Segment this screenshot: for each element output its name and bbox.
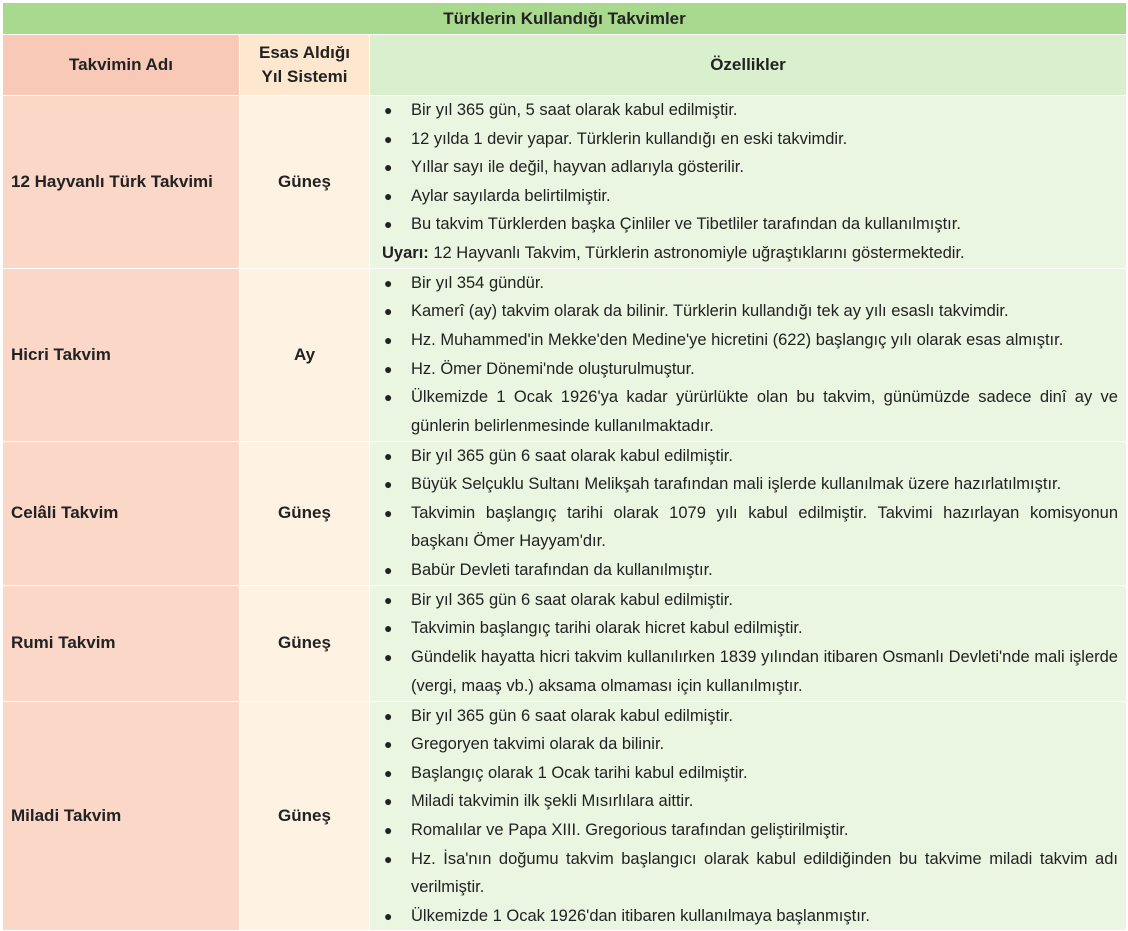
feature-item: ● Miladi takvimin ilk şekli Mısırlılara aittir.: [382, 787, 1118, 816]
feature-item: ● Bir yıl 365 gün 6 saat olarak kabul edilmiştir.: [382, 442, 1118, 471]
feature-item: ● Büyük Selçuklu Sultanı Melikşah tarafından mali işlerde kullanılmak üzere hazırlatılmıştır.: [382, 470, 1118, 499]
feature-item: ● Bir yıl 365 gün, 5 saat olarak kabul edilmiştir.: [382, 96, 1118, 125]
features-cell: [370, 585, 1127, 701]
table-row: [3, 441, 1127, 585]
header-year-system: [240, 35, 370, 96]
calendar-name: Miladi Takvim: [3, 701, 240, 931]
features-cell: [370, 701, 1127, 931]
feature-item: ● Kamerî (ay) takvim olarak da bilinir. Türklerin kullandığı tek ay yılı esaslı takvimdir.: [382, 297, 1118, 326]
header-year-system-line1: Esas Aldığı: [258, 43, 350, 62]
feature-item: ● Hz. Muhammed'in Mekke'den Medine'ye hicretini (622) başlangıç yılı olarak esas almıştır.: [382, 326, 1118, 355]
feature-item: ● Bir yıl 365 gün 6 saat olarak kabul edilmiştir.: [382, 702, 1118, 731]
header-features: Özellikler: [370, 35, 1127, 96]
features-list: [382, 586, 1118, 700]
year-system: Güneş: [240, 585, 370, 701]
calendar-name: Celâli Takvim: [3, 441, 240, 585]
year-system: Güneş: [240, 441, 370, 585]
features-cell: [370, 268, 1127, 441]
features-cell: [370, 441, 1127, 585]
warning-label: Uyarı:: [382, 243, 429, 262]
feature-item: ● Ülkemizde 1 Ocak 1926'dan itibaren kullanılmaya başlanmıştır.: [382, 902, 1118, 931]
header-year-system-line2: Yıl Sistemi: [261, 67, 348, 86]
warning-text: 12 Hayvanlı Takvim, Türklerin astronomiyle uğraştıklarını göstermektedir.: [428, 243, 965, 262]
feature-item: ● Gündelik hayatta hicri takvim kullanılırken 1839 yılından itibaren Osmanlı Devleti'nde mali işlerde (vergi, maaş vb.) aksama olmaması için kullanılmıştır.: [382, 643, 1118, 700]
feature-item: ● Babür Devleti tarafından da kullanılmıştır.: [382, 556, 1118, 585]
feature-item: ● Yıllar sayı ile değil, hayvan adlarıyla gösterilir.: [382, 153, 1118, 182]
table-row: [3, 96, 1127, 269]
calendar-name: Rumi Takvim: [3, 585, 240, 701]
year-system: Güneş: [240, 701, 370, 931]
feature-item: ● Takvimin başlangıç tarihi olarak hicret kabul edilmiştir.: [382, 614, 1118, 643]
calendar-name: 12 Hayvanlı Türk Takvimi: [3, 96, 240, 269]
calendar-name: Hicri Takvim: [3, 268, 240, 441]
year-system: Ay: [240, 268, 370, 441]
feature-item: ● Hz. İsa'nın doğumu takvim başlangıcı olarak kabul edildiğinden bu takvime miladi takvim adı verilmiştir.: [382, 845, 1118, 902]
feature-item: ● Ülkemizde 1 Ocak 1926'ya kadar yürürlükte olan bu takvim, günümüzde sadece dinî ay ve günlerin belirlenmesinde kullanılmaktadır.: [382, 383, 1118, 440]
calendars-table: [2, 2, 1127, 931]
table-row: [3, 585, 1127, 701]
table-title: Türklerin Kullandığı Takvimler: [3, 3, 1127, 35]
feature-item: ● Takvimin başlangıç tarihi olarak 1079 yılı kabul edilmiştir. Takvimi hazırlayan komisyonun başkanı Ömer Hayyam'dır.: [382, 499, 1118, 556]
feature-item: ● 12 yılda 1 devir yapar. Türklerin kullandığı en eski takvimdir.: [382, 125, 1118, 154]
table-row: [3, 701, 1127, 931]
feature-item: ● Romalılar ve Papa XIII. Gregorious tarafından geliştirilmiştir.: [382, 816, 1118, 845]
features-cell: [370, 96, 1127, 269]
header-calendar-name: Takvimin Adı: [3, 35, 240, 96]
feature-item: ● Bir yıl 354 gündür.: [382, 269, 1118, 298]
features-list: [382, 442, 1118, 585]
feature-item: ● Hz. Ömer Dönemi'nde oluşturulmuştur.: [382, 355, 1118, 384]
feature-item: ● Başlangıç olarak 1 Ocak tarihi kabul edilmiştir.: [382, 759, 1118, 788]
feature-item: ● Bu takvim Türklerden başka Çinliler ve Tibetliler tarafından da kullanılmıştır.: [382, 210, 1118, 239]
feature-item: ● Gregoryen takvimi olarak da bilinir.: [382, 730, 1118, 759]
year-system: Güneş: [240, 96, 370, 269]
table-row: [3, 268, 1127, 441]
features-list: [382, 96, 1118, 239]
features-list: [382, 702, 1118, 931]
features-list: [382, 269, 1118, 441]
feature-item: ● Aylar sayılarda belirtilmiştir.: [382, 182, 1118, 211]
warning-note: [382, 239, 1118, 268]
feature-item: ● Bir yıl 365 gün 6 saat olarak kabul edilmiştir.: [382, 586, 1118, 615]
